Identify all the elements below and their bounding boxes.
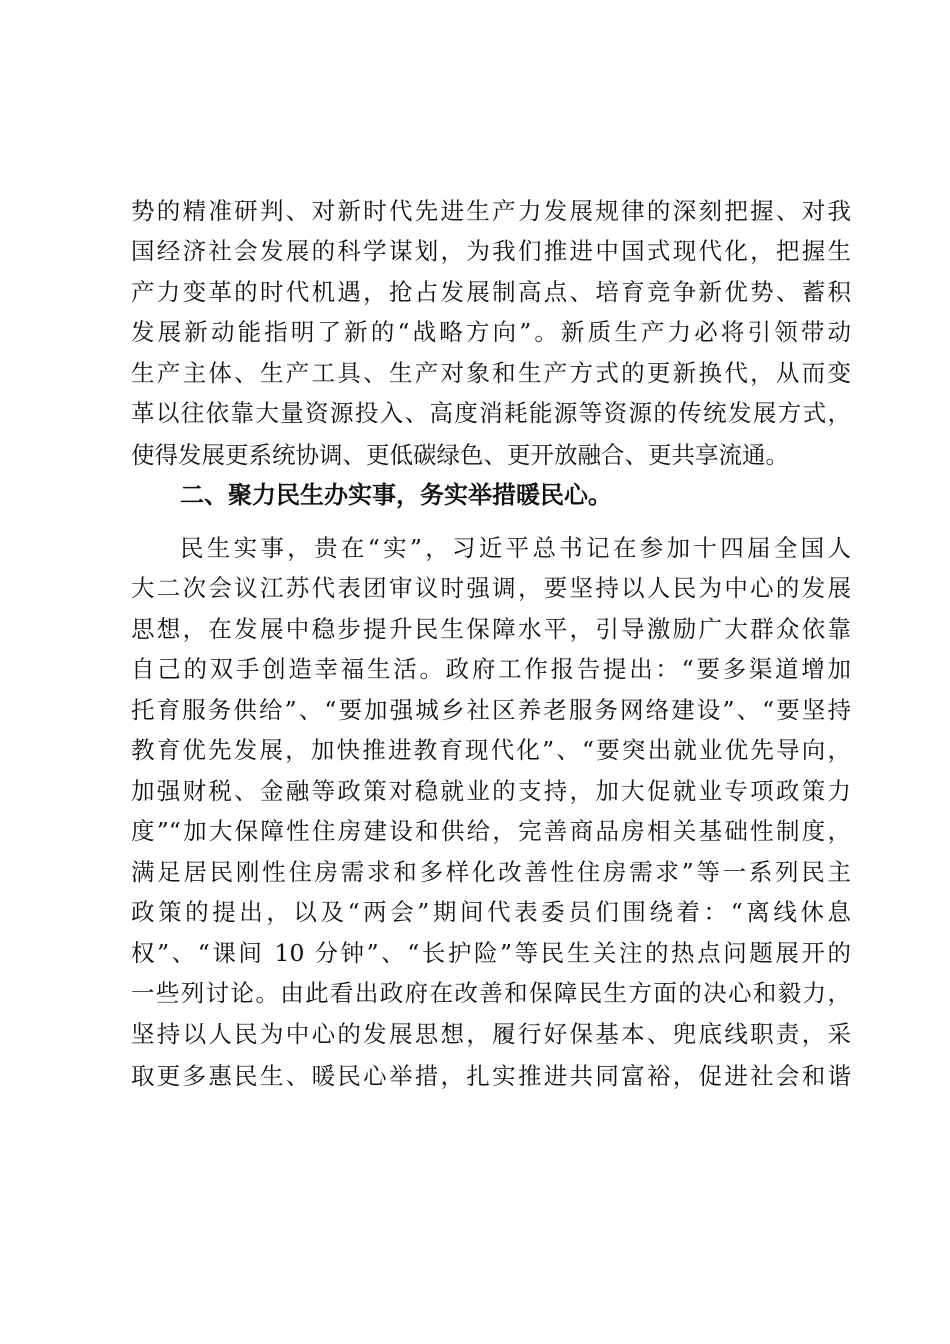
text-line: 度”“加大保障性住房建设和供给，完善商品房相关基础性制度， — [131, 817, 851, 845]
text-line: 民生实事，贵在“实”，习近平总书记在参加十四届全国人 — [180, 534, 851, 562]
text-line: 大二次会议江苏代表团审议时强调，要坚持以人民为中心的发展 — [131, 574, 851, 602]
text-line: 使得发展更系统协调、更低碳绿色、更开放融合、更共享流通。 — [131, 441, 789, 469]
text-line: 发展新动能指明了新的“战略方向”。新质生产力必将引领带动 — [131, 318, 851, 346]
text-line: 一些列讨论。由此看出政府在改善和保障民生方面的决心和毅力， — [131, 979, 851, 1007]
text-line: 满足居民刚性住房需求和多样化改善性住房需求”等一系列民主 — [131, 858, 851, 886]
text-line: 势的精准研判、对新时代先进生产力发展规律的深刻把握、对我 — [131, 197, 851, 225]
text-line: 坚持以人民为中心的发展思想，履行好保基本、兜底线职责，采 — [131, 1020, 851, 1048]
text-line: 自己的双手创造幸福生活。政府工作报告提出：“要多渠道增加 — [131, 655, 851, 683]
text-line: 革以往依靠大量资源投入、高度消耗能源等资源的传统发展方式， — [131, 399, 851, 427]
text-line: 加强财税、金融等政策对稳就业的支持，加大促就业专项政策力 — [131, 777, 851, 805]
text-line: 托育服务供给”、“要加强城乡社区养老服务网络建设”、“要坚持 — [131, 696, 851, 724]
text-line: 取更多惠民生、暖民心举措，扎实推进共同富裕，促进社会和谐 — [131, 1062, 851, 1090]
text-line: 产力变革的时代机遇，抢占发展制高点、培育竞争新优势、蓄积 — [131, 278, 851, 306]
text-line: 政策的提出，以及“两会”期间代表委员们围绕着：“离线休息 — [131, 898, 851, 926]
text-line: 国经济社会发展的科学谋划，为我们推进中国式现代化，把握生 — [131, 237, 851, 265]
text-line: 思想，在发展中稳步提升民生保障水平，引导激励广大群众依靠 — [131, 615, 851, 643]
text-line: 教育优先发展，加快推进教育现代化”、“要突出就业优先导向， — [131, 736, 851, 764]
text-line: 生产主体、生产工具、生产对象和生产方式的更新换代，从而变 — [131, 359, 851, 387]
text-line: 权”、“课间 10 分钟”、“长护险”等民生关注的热点问题展开的 — [131, 939, 851, 967]
section-heading: 二、聚力民生办实事，务实举措暖民心。 — [180, 481, 612, 509]
